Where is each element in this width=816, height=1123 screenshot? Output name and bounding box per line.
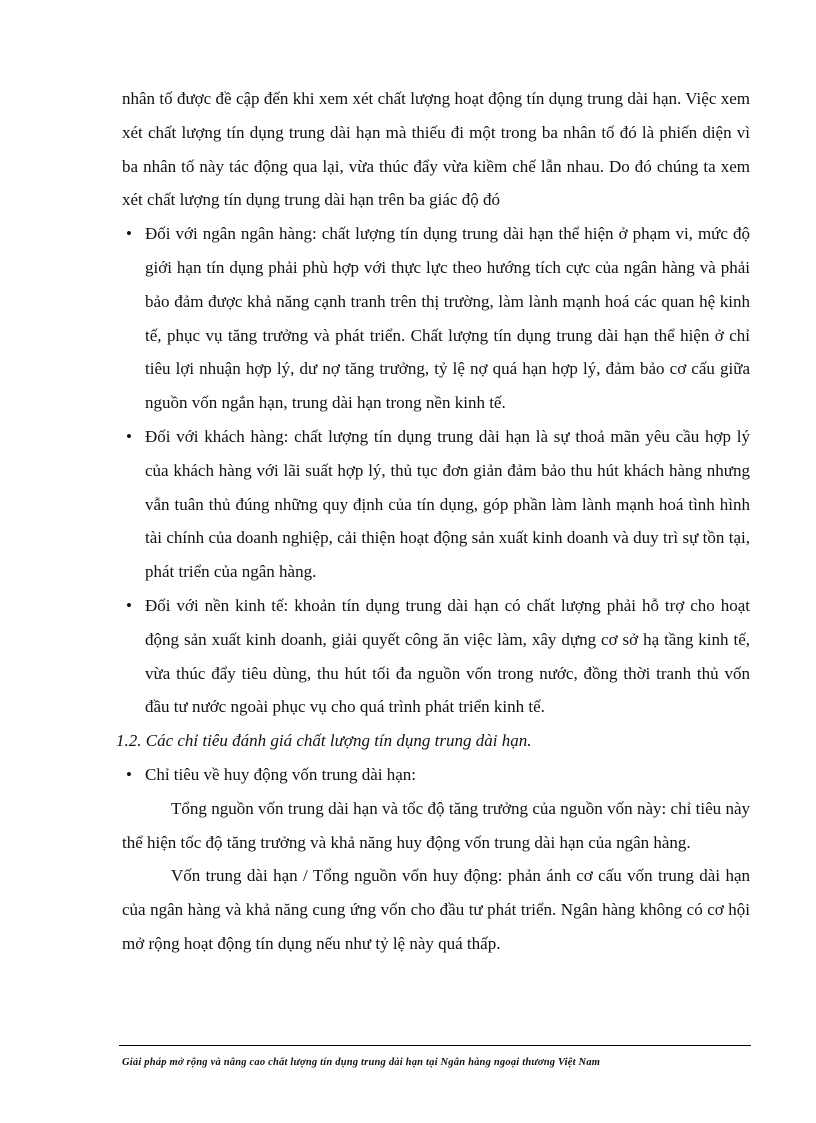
bullet-icon: • <box>126 224 132 244</box>
paragraph-total-capital: Tổng nguồn vốn trung dài hạn và tốc độ tăng trưởng của nguồn vốn này: chỉ tiêu này thể hiện tốc độ tăng trưởng và khả năng huy động vốn trung dài hạn của ngân hàng. <box>122 798 750 852</box>
bullet-icon: • <box>126 764 132 784</box>
list-item-text: Đối với nền kinh tế: khoản tín dụng trung dài hạn có chất lượng phải hỗ trợ cho hoạt động sản xuất kinh doanh, giải quyết công ăn việc làm, xây dựng cơ sở hạ tầng kinh tế, vừa thúc đẩy tiêu dùng, thu hút tối đa nguồn vốn trong nước, đồng thời tranh thủ vốn đầu tư nước ngoài phục vụ cho quá trình phát triển kinh tế. <box>145 595 750 717</box>
list-item-economy <box>122 589 750 724</box>
bullet-icon: • <box>126 426 132 446</box>
indicator-list <box>122 758 750 792</box>
page-footer: Giải pháp mở rộng và nâng cao chất lượng tín dụng trung dài hạn tại Ngân hàng ngoại thương Việt Nam <box>122 1057 601 1068</box>
intro-paragraph: nhân tố được đề cập đến khi xem xét chất lượng hoạt động tín dụng trung dài hạn. Việc xem xét chất lượng tín dụng trung dài hạn mà thiếu đi một trong ba nhân tố đó là phiến diện vì ba nhân tố này tác động qua lại, vừa thúc đẩy vừa kiềm chế lẫn nhau. Do đó chúng ta xem xét chất lượng tín dụng trung dài hạn trên ba giác độ đó <box>122 89 750 210</box>
list-item-text: Đối với khách hàng: chất lượng tín dụng trung dài hạn là sự thoả mãn yêu cầu hợp lý của khách hàng với lãi suất hợp lý, thủ tục đơn giản đảm bảo thu hút khách hàng nhưng vẫn tuân thủ đúng những quy định của tín dụng, góp phần làm lành mạnh hoá tình hình tài chính của doanh nghiệp, cải thiện hoạt động sản xuất kinh doanh và duy trì sự tồn tại, phát triển của ngân hàng. <box>145 426 750 582</box>
perspective-list <box>122 217 750 724</box>
document-body <box>116 82 750 961</box>
list-item-text: Chỉ tiêu về huy động vốn trung dài hạn: <box>145 764 417 784</box>
list-item-capital <box>122 758 750 792</box>
list-item-bank <box>122 217 750 420</box>
section-heading: 1.2. Các chỉ tiêu đánh giá chất lượng tín dụng trung dài hạn. <box>116 731 532 751</box>
paragraph-capital-ratio: Vốn trung dài hạn / Tổng nguồn vốn huy động: phản ánh cơ cấu vốn trung dài hạn của ngân hàng và khả năng cung ứng vốn cho đầu tư phát triển. Ngân hàng không có cơ hội mở rộng hoạt động tín dụng nếu như tỷ lệ này quá thấp. <box>122 866 750 953</box>
footer-divider <box>119 1045 751 1046</box>
bullet-icon: • <box>126 595 132 615</box>
list-item-customer <box>122 420 750 589</box>
list-item-text: Đối với ngân ngân hàng: chất lượng tín dụng trung dài hạn thể hiện ở phạm vi, mức độ giới hạn tín dụng phải phù hợp với thực lực theo hướng tích cực của ngân hàng và phải bảo đảm được khả năng cạnh tranh trên thị trường, làm lành mạnh hoá các quan hệ kinh tế, phục vụ tăng trưởng và phát triển. Chất lượng tín dụng trung dài hạn thể hiện ở chỉ tiêu lợi nhuận hợp lý, dư nợ tăng trưởng, tỷ lệ nợ quá hạn hợp lý, đảm bảo cơ cấu giữa nguồn vốn ngắn hạn, trung dài hạn trong nền kinh tế. <box>145 224 750 413</box>
